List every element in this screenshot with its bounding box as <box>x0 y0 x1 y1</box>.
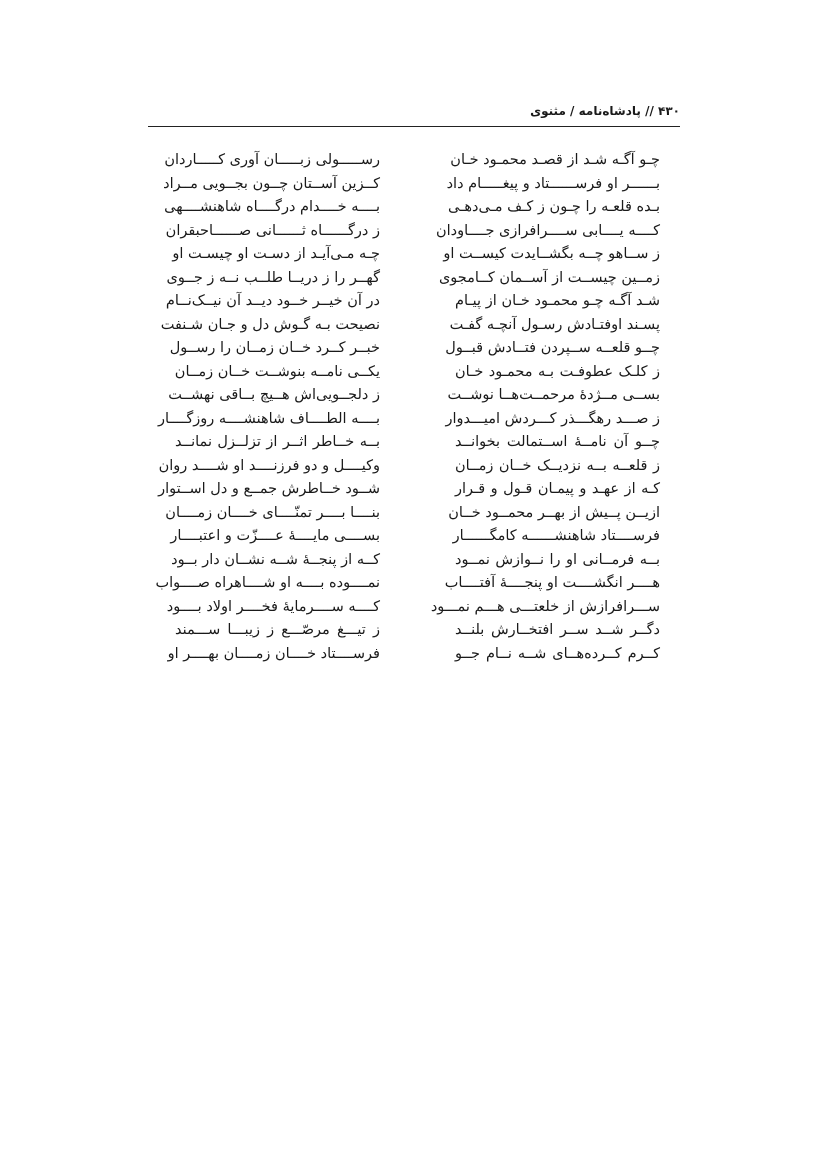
second-hemistich: یکــی نامــه بنوشــت خــان زمــان <box>174 363 380 380</box>
second-hemistich: ز دلجــویی‌اش هــیچ بــاقی نهشــت <box>168 387 380 403</box>
verse-couplet <box>170 549 660 573</box>
first-hemistich: کــرم کــرده‌هــای شــه نــام جــو <box>455 645 660 662</box>
first-hemistich: ز ســاهو چــه بگشــایدت کیســت او <box>443 246 660 262</box>
page-header-text: ۴۳۰ // پادشاه‌نامه / مثنوی <box>530 104 680 118</box>
first-hemistich: ز قلعــه بــه نزدیــک خــان زمــان <box>455 457 660 474</box>
second-hemistich: بــــه الطــــاف شاهنشــــه روزگــــار <box>157 410 380 427</box>
verse-couplet <box>155 572 660 596</box>
first-hemistich: فرســــتاد شاهنشــــــه کامگــــــار <box>452 528 660 544</box>
verse-couplet <box>165 220 660 244</box>
verse-couplet <box>170 243 660 267</box>
second-hemistich: بــه خــاطر اثــر از تزلــزل نمانــد <box>175 434 380 450</box>
second-hemistich: شــود خــاطرش جمــع و دل اســتوار <box>158 481 380 497</box>
second-hemistich: نصیحت بـه گـوش دل و جـان شـنفت <box>160 316 380 333</box>
verse-couplet <box>170 431 660 455</box>
verse-couplet <box>170 384 660 408</box>
verse-couplet <box>166 267 660 291</box>
first-hemistich: چـو آگـه شـد از قصـد محمـود خـان <box>450 152 660 168</box>
second-hemistich: ز تیـــغ مرصّـــع ز زیبـــا ســـمند <box>175 622 380 638</box>
first-hemistich: بــــــر او فرســــــتاد و پیغـــــام داد <box>446 175 660 192</box>
second-hemistich: فرســــتاد خــــان زمــــان بهــــر او <box>167 645 380 662</box>
second-hemistich: گهــر را ز دریــا طلــب نــه ز جــوی <box>166 269 380 286</box>
verse-couplet <box>170 619 660 643</box>
verse-couplet <box>165 290 660 314</box>
verse-couplet <box>166 596 660 620</box>
first-hemistich: هــــر انگشــــت او پنجــــهٔ آفتــــاب <box>444 575 660 591</box>
first-hemistich: ســـرافرازش از خلعتـــی هـــم نمـــود <box>430 598 660 615</box>
first-hemistich: کــــه یــــابی ســــرافرازی جــــاودان <box>435 222 660 239</box>
first-hemistich: زمــین چیســت از آســمان کــامجوی <box>438 269 660 286</box>
verse-couplet <box>170 361 660 385</box>
poem-body <box>155 149 660 666</box>
verse-couplet <box>157 408 660 432</box>
second-hemistich: چـه مـی‌آیـد از دسـت او چیسـت او <box>172 246 380 262</box>
second-hemistich: بســــی مایــــهٔ عــــزّت و اعتبــــار <box>170 528 380 544</box>
first-hemistich: ز کلـک عطوفـت بـه محمـود خـان <box>455 363 660 380</box>
first-hemistich: پسـند اوفتـادش رسـول آنچـه گفـت <box>449 316 660 333</box>
second-hemistich: کــــه ســــرمایهٔ فخــــر اولاد بــــود <box>166 598 380 615</box>
first-hemistich: ز صـــد رهگـــذر کـــردش امیـــدوار <box>445 410 660 427</box>
verse-couplet <box>158 455 660 479</box>
running-header <box>148 104 680 126</box>
second-hemistich: وکیــــل و دو فرزنــــد او شــــد روان <box>158 457 380 474</box>
second-hemistich: رســـــولی زبـــــان آوری کـــــاردان <box>164 152 380 168</box>
second-hemistich: نمــــوده بــــه او شــــاهراه صــــواب <box>155 575 380 591</box>
first-hemistich: چــو آن نامــهٔ اســتمالت بخوانــد <box>455 434 660 450</box>
first-hemistich: چــو قلعــه ســپردن فتــادش قبــول <box>445 340 660 356</box>
first-hemistich: شـد آگـه چـو محمـود خـان از پیـام <box>455 293 660 309</box>
verse-couplet <box>167 643 660 667</box>
first-hemistich: کـه از عهـد و پیمـان قـول و قـرار <box>455 481 660 497</box>
verse-couplet <box>170 337 660 361</box>
second-hemistich: بــــه خــــدام درگــــاه شاهنشــــهی <box>164 199 380 215</box>
first-hemistich: ازیــن پــیش از بهــر محمــود خــان <box>448 504 660 521</box>
first-hemistich: بســی مــژدهٔ مرحمــت‌هــا نوشــت <box>447 387 660 403</box>
second-hemistich: خبــر کــرد خــان زمــان را رســول <box>169 340 380 356</box>
verse-couplet <box>163 173 660 197</box>
verse-couplet <box>170 525 660 549</box>
first-hemistich: بــه فرمــانی او را نــوازش نمــود <box>455 551 660 568</box>
header-divider <box>148 126 680 127</box>
second-hemistich: در آن خیــر خــود دیــد آن نیــک‌نــام <box>165 293 380 309</box>
second-hemistich: بنــــا بــــر تمنّــــای خــــان زمــــان <box>165 504 380 521</box>
second-hemistich: کــزین آســتان چــون بجــویی مــراد <box>163 175 380 192</box>
verse-couplet <box>165 502 660 526</box>
second-hemistich: ز درگــــــاه ثــــــانی صــــــاحبقران <box>165 222 380 239</box>
first-hemistich: بـده قلعـه را چـون ز کـف مـی‌دهـی <box>448 199 660 215</box>
first-hemistich: دگــر شــد ســر افتخــارش بلنــد <box>455 622 660 638</box>
second-hemistich: کــه از پنجــهٔ شــه نشــان دار بــود <box>171 551 380 568</box>
verse-couplet <box>160 314 660 338</box>
verse-couplet <box>164 149 660 173</box>
verse-couplet <box>164 196 660 220</box>
verse-couplet <box>158 478 660 502</box>
